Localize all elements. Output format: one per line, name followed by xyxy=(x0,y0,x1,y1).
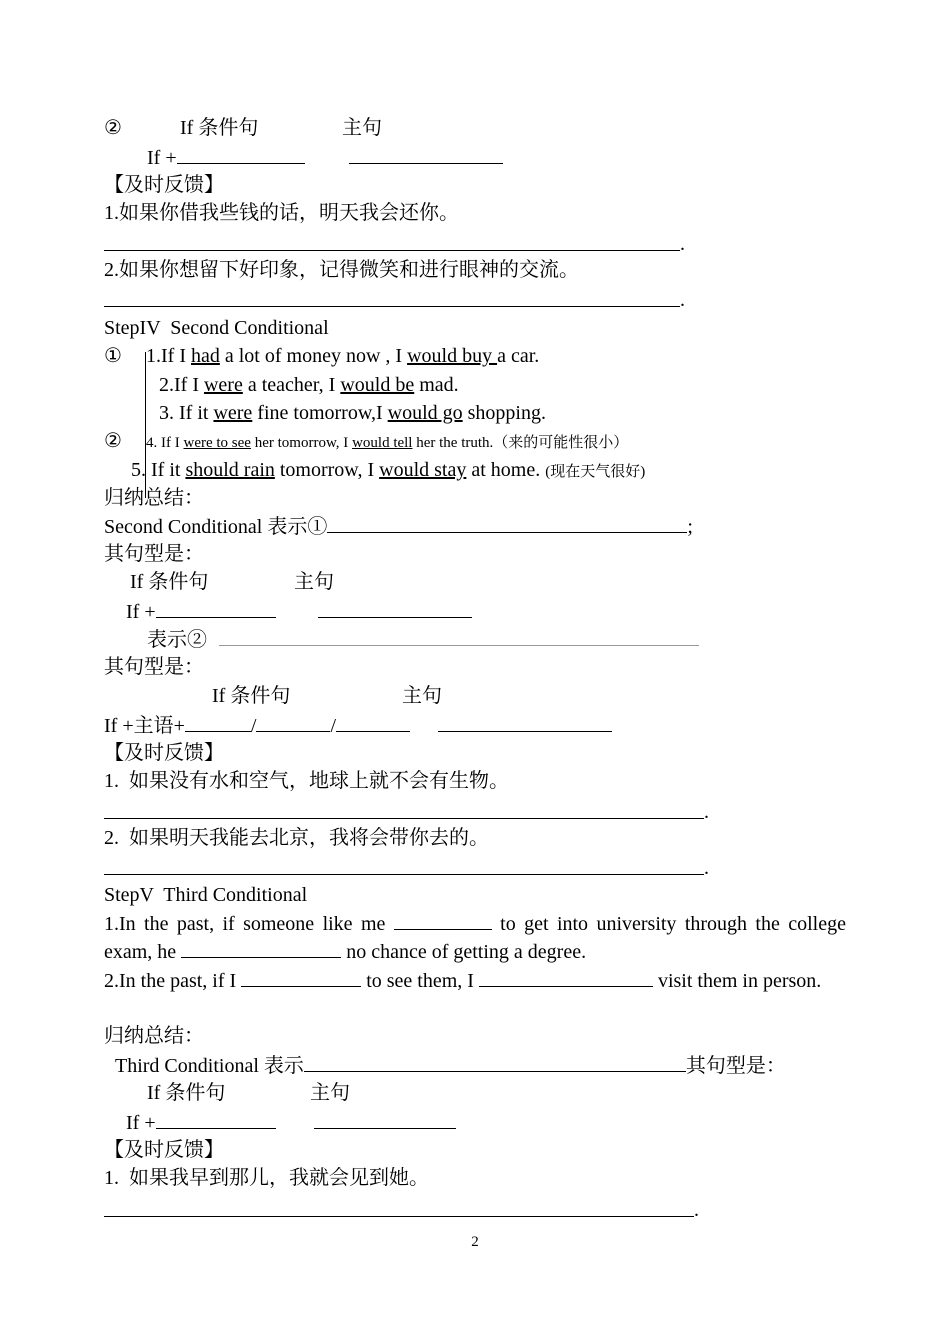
circled-number-2: ② xyxy=(104,430,122,452)
answer-line-2[interactable] xyxy=(104,306,680,307)
if-clause-label: If 条件句 xyxy=(212,685,291,707)
example-2: 2.If I were a teacher, I would be mad. xyxy=(159,374,459,396)
sentence-2: 2.In the past, if I to see them, I visit them in person. xyxy=(104,970,822,992)
blank-main[interactable] xyxy=(314,1110,456,1129)
circled-number: ② xyxy=(104,117,122,139)
answer-line-1[interactable] xyxy=(104,1216,694,1217)
example-5: 5. If it should rain tomorrow, I would stay at home. (现在天气很好) xyxy=(131,459,646,481)
answer-period: . xyxy=(704,857,709,879)
answer-line-2[interactable] xyxy=(104,874,704,875)
formula-line-2: If +主语+ / / xyxy=(104,713,612,738)
pattern-label: 其句型是： xyxy=(104,656,204,678)
blank-if[interactable] xyxy=(177,145,305,164)
blank-if[interactable] xyxy=(156,1110,276,1129)
feedback-heading: 【及时反馈】 xyxy=(104,742,224,764)
summary-label: 归纳总结： xyxy=(104,487,204,509)
main-clause-label: 主句 xyxy=(402,685,442,707)
blank-3[interactable] xyxy=(336,713,410,732)
blank-main[interactable] xyxy=(438,713,612,732)
main-clause-label: 主句 xyxy=(294,571,334,593)
feedback-question-2: 2.如果你想留下好印象，记得微笑和进行眼神的交流。 xyxy=(104,259,579,281)
blank-represents-1[interactable] xyxy=(327,514,687,533)
formula-prefix: If + xyxy=(147,147,177,169)
blank-main[interactable] xyxy=(318,599,472,618)
feedback-question-1: 1.如果你借我些钱的话，明天我会还你。 xyxy=(104,202,459,224)
example-3: 3. If it were fine tomorrow,I would go shopping. xyxy=(159,402,546,424)
formula-line: If + xyxy=(126,599,472,624)
formula-line xyxy=(147,145,503,170)
answer-period: . xyxy=(704,801,709,823)
blank-s2-2[interactable] xyxy=(479,968,653,987)
blank-2[interactable] xyxy=(256,713,330,732)
blank-represents-2[interactable] xyxy=(219,627,699,646)
feedback-heading: 【及时反馈】 xyxy=(104,1139,224,1161)
blank-if[interactable] xyxy=(156,599,276,618)
answer-period: . xyxy=(694,1199,699,1221)
represents-line-1: Second Conditional 表示① ; xyxy=(104,516,693,538)
feedback-question-2: 2. 如果明天我能去北京，我将会带你去的。 xyxy=(104,827,489,849)
blank-s1-2[interactable] xyxy=(181,939,341,958)
answer-period: . xyxy=(680,289,685,311)
blank-s2-1[interactable] xyxy=(241,968,361,987)
if-clause-label: If 条件句 xyxy=(130,571,209,593)
answer-period: . xyxy=(680,233,685,255)
blank-represents[interactable] xyxy=(304,1053,686,1072)
pattern-label: 其句型是： xyxy=(104,543,204,565)
represents-line: Third Conditional 表示 其句型是： xyxy=(115,1055,786,1077)
blank-main[interactable] xyxy=(349,145,503,164)
blank-1[interactable] xyxy=(185,713,251,732)
step5-title: StepV Third Conditional xyxy=(104,884,308,906)
main-clause-label: 主句 xyxy=(310,1082,350,1104)
if-clause-label: If 条件句 xyxy=(147,1082,226,1104)
if-clause-label: If 条件句 xyxy=(180,117,259,139)
main-clause-label: 主句 xyxy=(342,117,382,139)
answer-line-1[interactable] xyxy=(104,818,704,819)
example-4: 4. If I were to see her tomorrow, I would tell her the truth.（来的可能性很小） xyxy=(146,435,629,451)
answer-line-1[interactable] xyxy=(104,250,680,251)
formula-line: If + xyxy=(126,1110,456,1135)
page-number: 2 xyxy=(471,1234,479,1250)
summary-label: 归纳总结： xyxy=(104,1025,204,1047)
represents-line-2: 表示② xyxy=(147,627,699,652)
step4-title: StepIV Second Conditional xyxy=(104,317,329,339)
feedback-heading: 【及时反馈】 xyxy=(104,174,224,196)
circled-number-1: ① xyxy=(104,345,122,367)
feedback-question-1: 1. 如果没有水和空气，地球上就不会有生物。 xyxy=(104,770,509,792)
feedback-question-1: 1. 如果我早到那儿，我就会见到她。 xyxy=(104,1167,429,1189)
sentence-1: 1.In the past, if someone like me to get into university through the college exam, he no chance of getting a degree. xyxy=(104,913,846,963)
blank-s1-1[interactable] xyxy=(394,911,492,930)
example-1: 1.If I had a lot of money now , I would buy a car. xyxy=(146,345,540,367)
